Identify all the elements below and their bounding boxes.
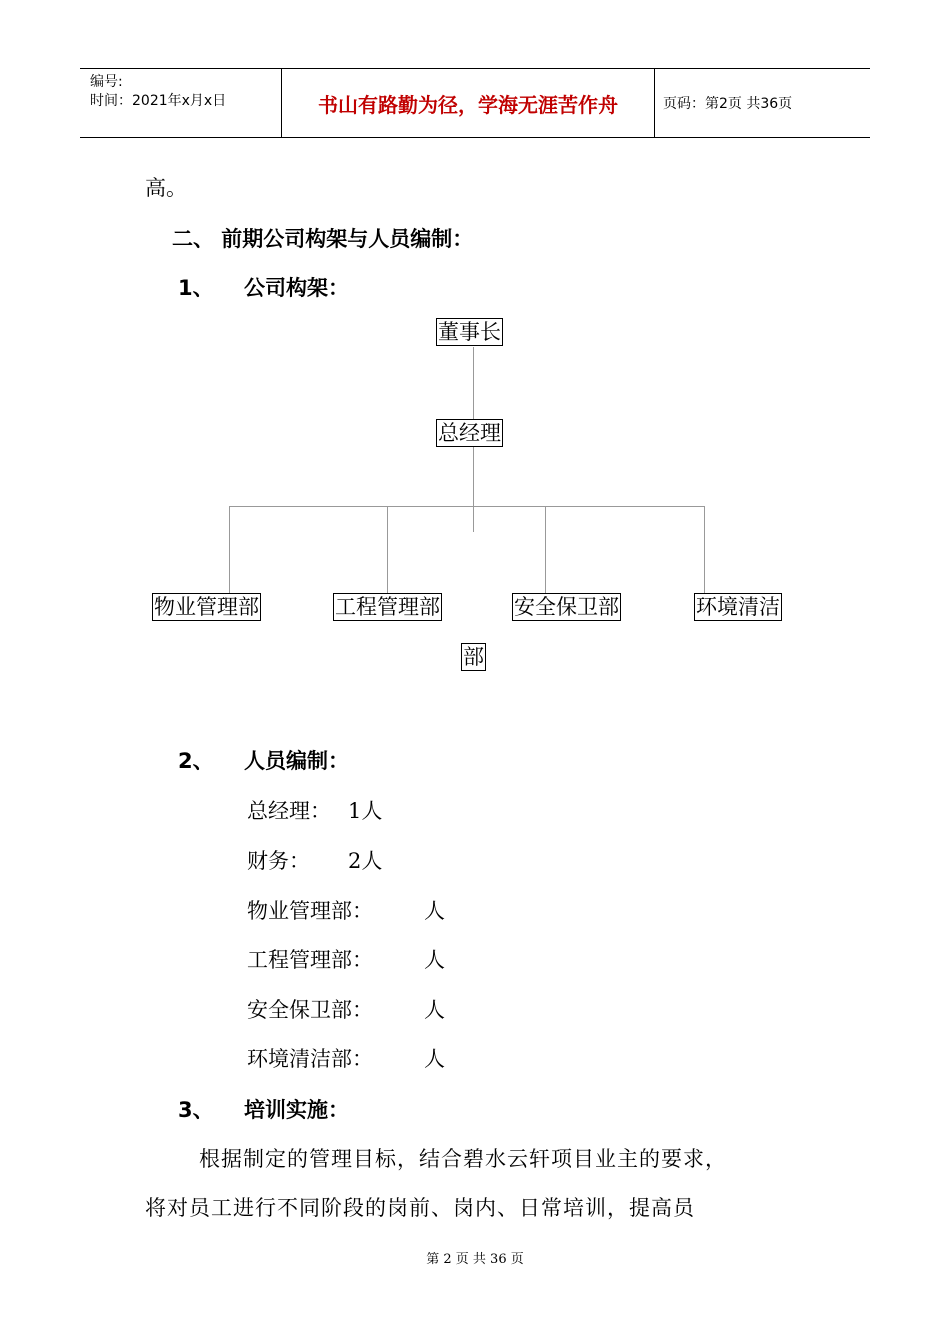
connector-line (229, 506, 705, 507)
staffing-label: 财务： (247, 849, 310, 873)
header-motto: 书山有路勤为径，学海无涯苦作舟 (318, 93, 618, 117)
header-page-info: 页码：第2页 共36页 (663, 96, 793, 112)
connector-line (473, 347, 474, 419)
date-label: 时间：2021年x月x日 (90, 93, 227, 109)
staffing-count: 2人 (348, 849, 383, 873)
connector-line (229, 506, 230, 593)
number-label: 编号: (90, 74, 123, 90)
header-left (90, 73, 226, 111)
subsection-title: 人员编制： (244, 749, 349, 773)
connector-line (473, 446, 474, 532)
subsection-number: 1、 (178, 276, 214, 300)
staffing-label: 工程管理部： (247, 948, 373, 972)
org-box-general-manager: 总经理 (438, 421, 501, 445)
staffing-count: 人 (424, 1047, 445, 1071)
header-divider (654, 69, 655, 137)
staffing-count: 人 (424, 948, 445, 972)
org-box-department: 环境清洁 (696, 595, 780, 619)
staffing-label: 总经理： (247, 799, 331, 823)
staffing-label: 物业管理部： (247, 899, 373, 923)
section-heading: 二、 前期公司构架与人员编制： (172, 227, 474, 251)
paragraph-line: 将对员工进行不同阶段的岗前、岗内、日常培训，提高员 (145, 1196, 695, 1220)
staffing-label: 环境清洁部： (247, 1047, 373, 1071)
continued-text: 高。 (145, 176, 187, 200)
org-box-wrap-text: 部 (463, 645, 484, 669)
subsection-number: 2、 (178, 749, 214, 773)
staffing-count: 人 (424, 998, 445, 1022)
staffing-count: 人 (424, 899, 445, 923)
staffing-label: 安全保卫部： (247, 998, 373, 1022)
org-box-department: 物业管理部 (154, 595, 259, 619)
subsection-title: 公司构架： (244, 276, 349, 300)
org-box-chairman: 董事长 (438, 320, 501, 344)
subsection-title: 培训实施： (244, 1098, 349, 1122)
org-box-department: 安全保卫部 (514, 595, 619, 619)
staffing-count: 1人 (348, 799, 383, 823)
page-footer: 第 2 页 共 36 页 (426, 1252, 524, 1267)
connector-line (704, 506, 705, 593)
page-header (80, 68, 870, 138)
connector-line (387, 506, 388, 593)
connector-line (545, 506, 546, 593)
subsection-number: 3、 (178, 1098, 214, 1122)
org-box-department: 工程管理部 (335, 595, 440, 619)
paragraph-line: 根据制定的管理目标，结合碧水云轩项目业主的要求， (199, 1147, 727, 1171)
